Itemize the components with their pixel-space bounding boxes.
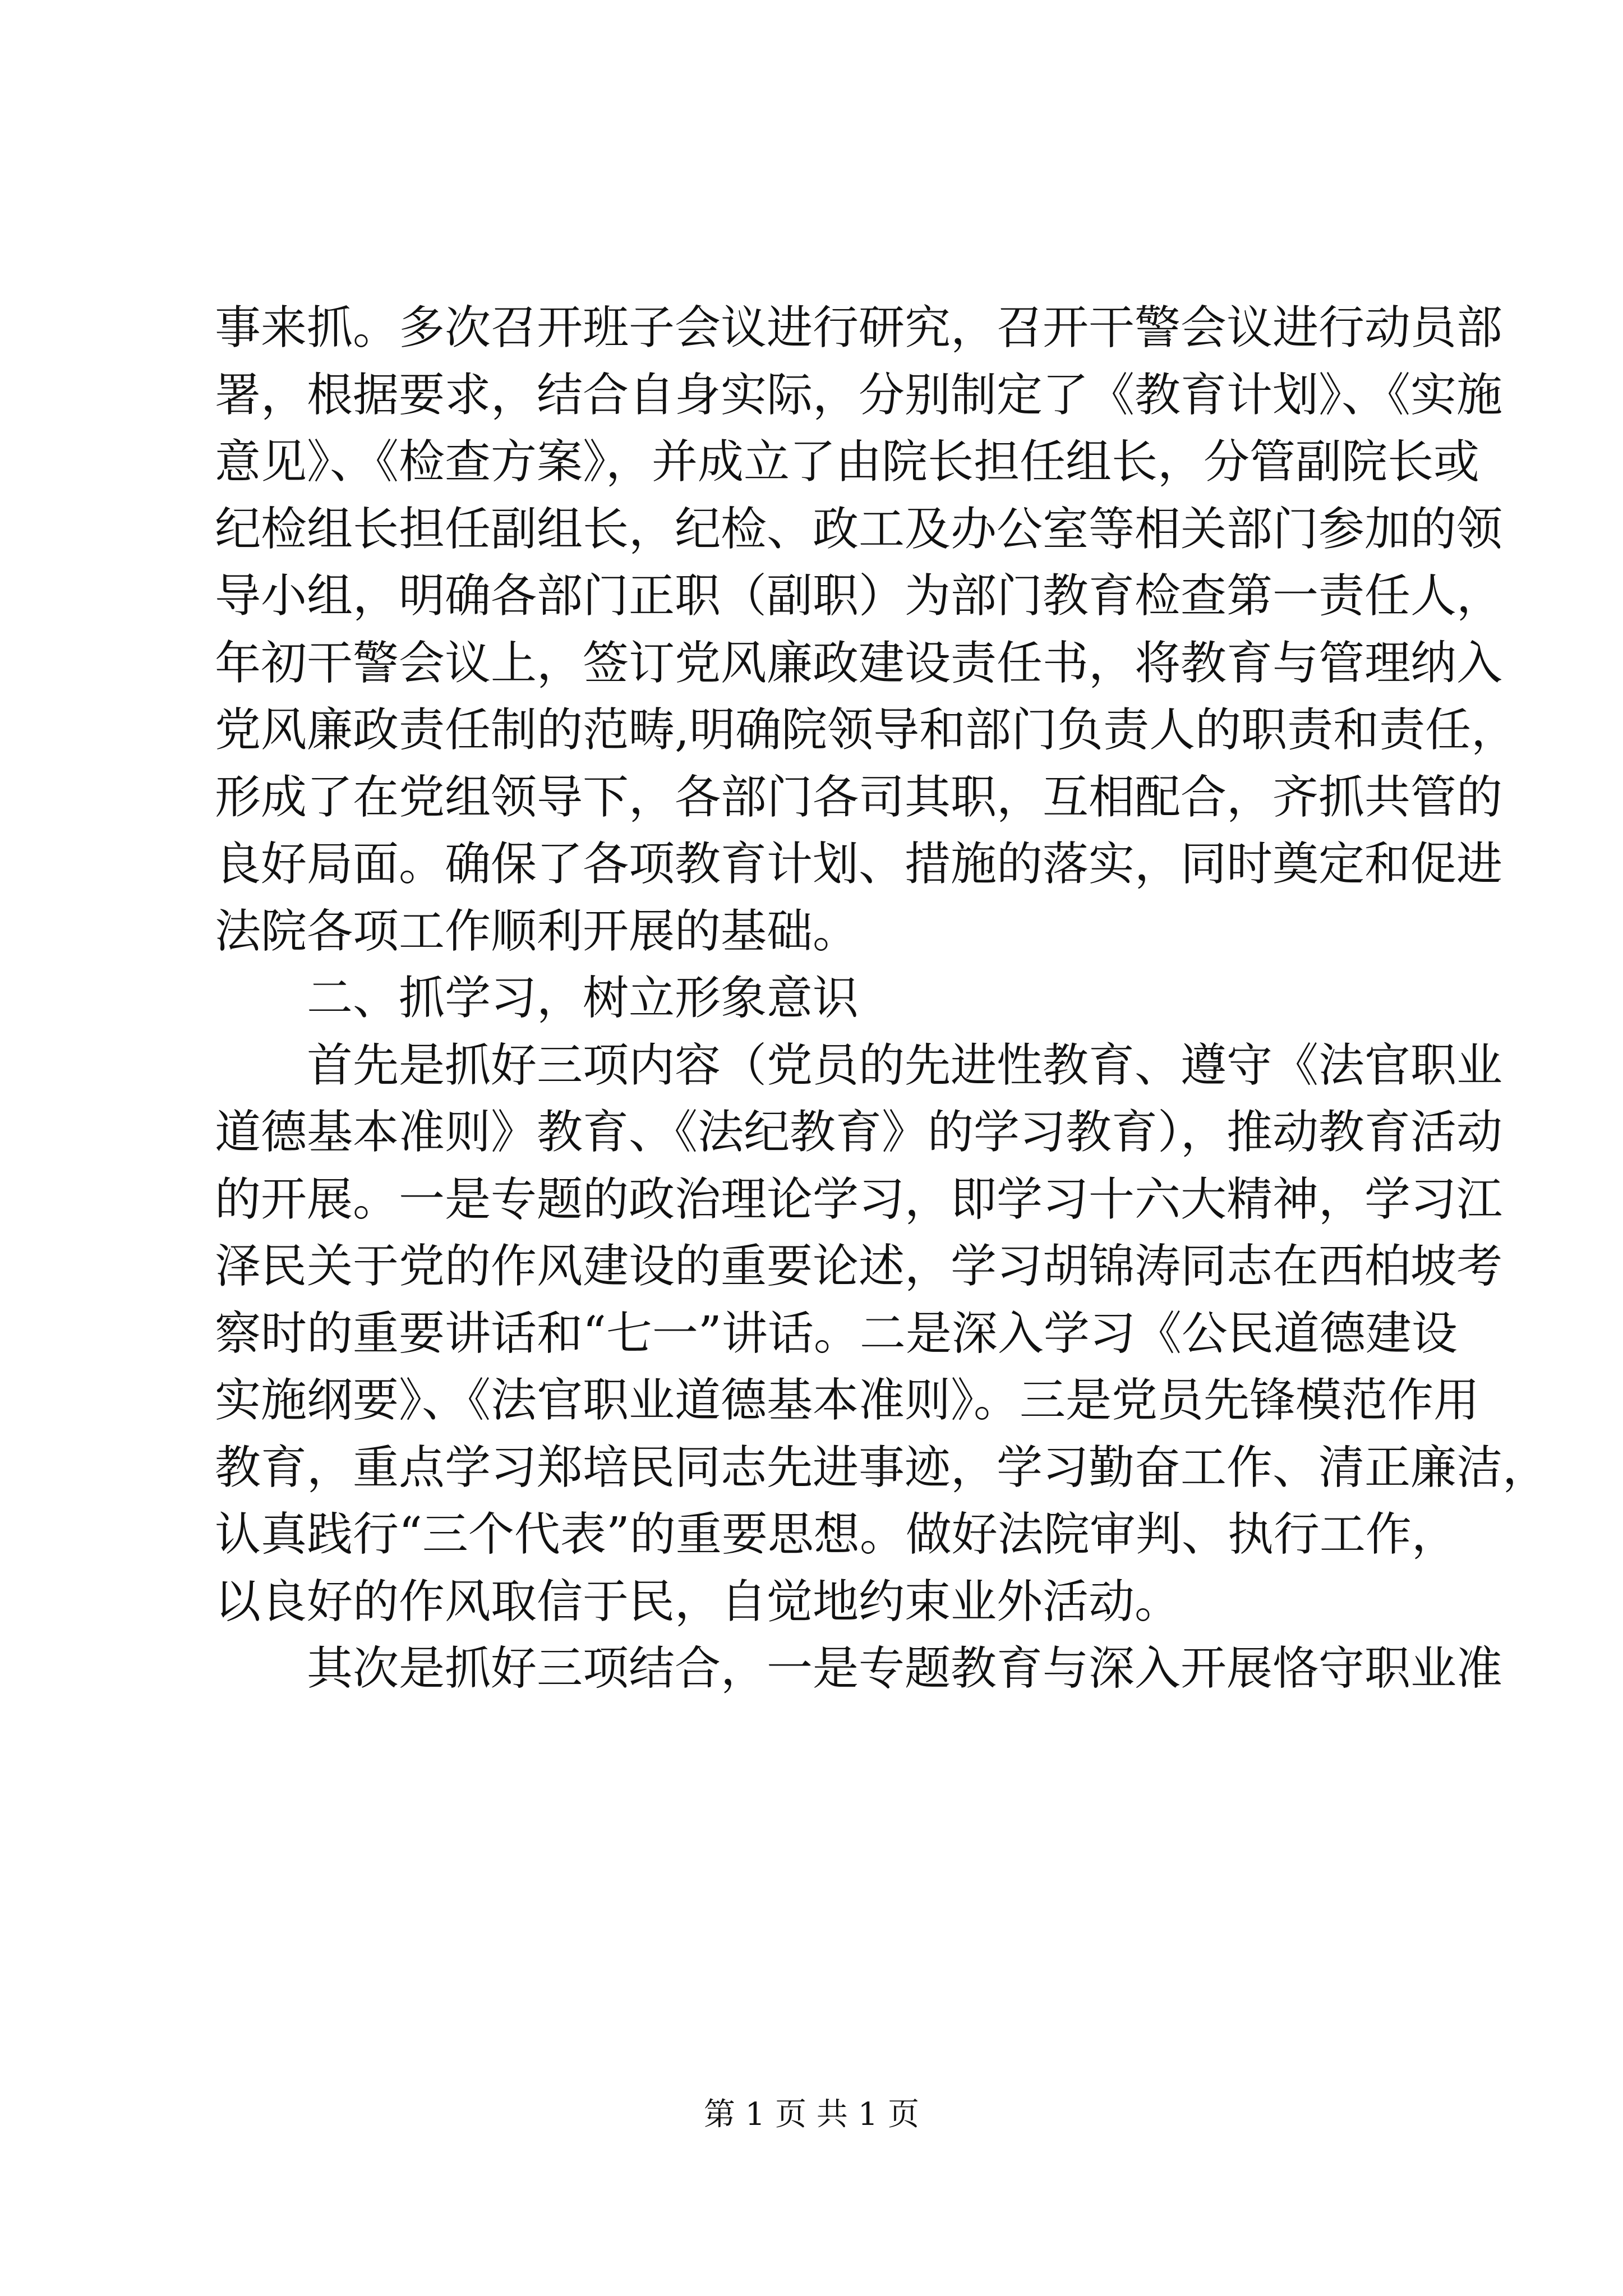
text-line: 其次是抓好三项结合，一是专题教育与深入开展恪守职业准 — [307, 1642, 1503, 1695]
text-line: 纪检组长担任副组长，纪检、政工及办公室等相关部门参加的领 — [215, 502, 1503, 556]
text-line: 的开展。一是专题的政治理论学习，即学习十六大精神，学习江 — [215, 1172, 1503, 1226]
text-line: 察时的重要讲话和“七一”讲话。二是深入学习《公民道德建设 — [215, 1306, 1458, 1360]
text-line: 署，根据要求，结合自身实际，分别制定了《教育计划》、《实施 — [215, 368, 1503, 422]
text-line: 导小组，明确各部门正职（副职）为部门教育检查第一责任人， — [215, 569, 1503, 623]
text-line: 事来抓。多次召开班子会议进行研究，召开干警会议进行动员部 — [215, 301, 1503, 355]
text-line: 良好局面。确保了各项教育计划、措施的落实，同时奠定和促进 — [215, 838, 1503, 891]
text-line: 实施纲要》、《法官职业道德基本准则》。三是党员先锋模范作用 — [215, 1374, 1480, 1427]
text-line: 以良好的作风取信于民，自觉地约束业外活动。 — [215, 1575, 1181, 1628]
text-line: 首先是抓好三项内容（党员的先进性教育、遵守《法官职业 — [307, 1038, 1503, 1092]
text-line: 形成了在党组领导下，各部门各司其职，互相配合，齐抓共管的 — [215, 770, 1503, 824]
page-footer: 第 1 页 共 1 页 — [703, 2096, 920, 2133]
section-heading: 二、抓学习，树立形象意识 — [307, 972, 859, 1025]
text-line: 认真践行“三个代表”的重要思想。做好法院审判、执行工作， — [215, 1508, 1458, 1561]
text-line: 年初干警会议上，签订党风廉政建设责任书，将教育与管理纳入 — [215, 636, 1503, 690]
text-line: 道德基本准则》教育、《法纪教育》的学习教育），推动教育活动 — [215, 1106, 1503, 1159]
text-line: 泽民关于党的作风建设的重要论述，学习胡锦涛同志在西柏坡考 — [215, 1240, 1503, 1293]
document-body — [215, 295, 1549, 1703]
text-line: 党风廉政责任制的范畴,明确院领导和部门负责人的职责和责任， — [215, 703, 1518, 757]
text-line: 法院各项工作顺利开展的基础。 — [215, 904, 859, 958]
text-line: 教育，重点学习郑培民同志先进事迹，学习勤奋工作、清正廉洁， — [215, 1441, 1549, 1494]
text-line: 意见》、《检查方案》，并成立了由院长担任组长，分管副院长或 — [215, 435, 1480, 489]
